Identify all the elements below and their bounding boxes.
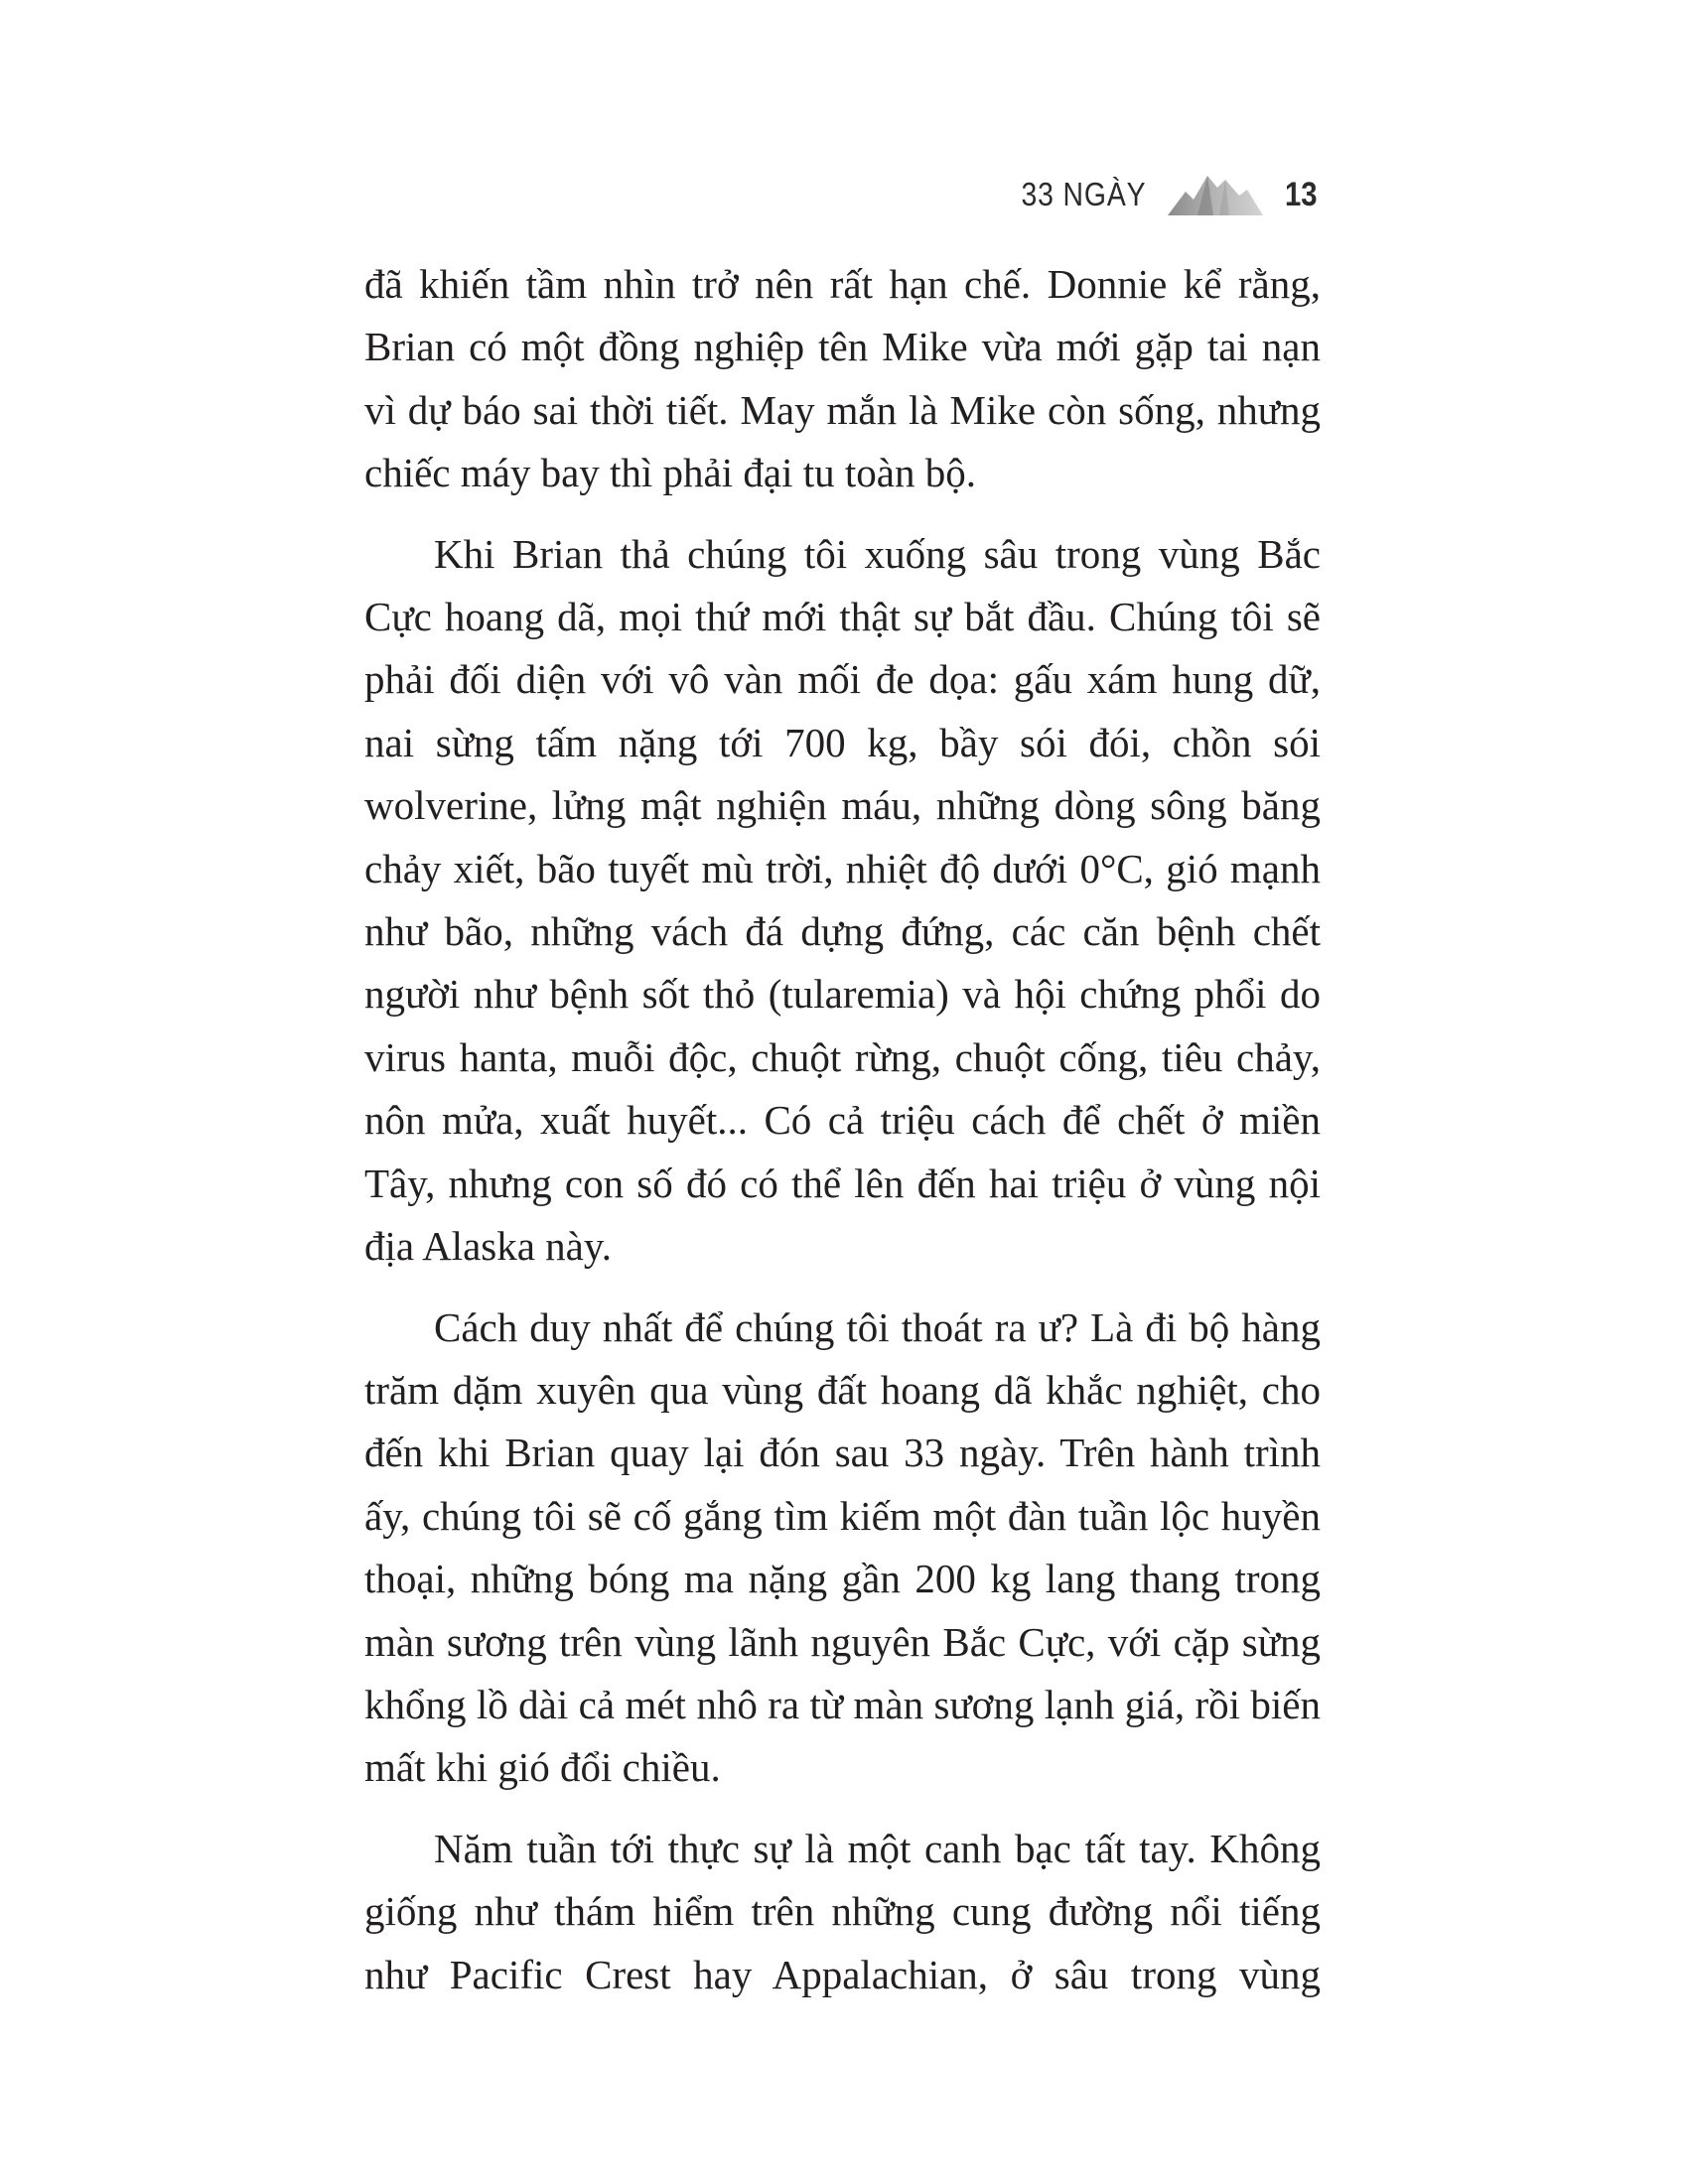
book-title: 33 NGÀY	[1021, 176, 1147, 212]
mountain-icon	[1168, 170, 1263, 219]
paragraph-2: Khi Brian thả chúng tôi xuống sâu trong vùng Bắc Cực hoang dã, mọi thứ mới thật sự bắt đầu. Chúng tôi sẽ phải đối diện với vô vàn mối đe dọa: gấu xám hung dữ, nai sừng tấm nặng tới 700 kg, bầy sói đói, chồn sói wolverine, lửng mật nghiện máu, những dòng sông băng chảy xiết, bão tuyết mù trời, nhiệt độ dưới 0°C, gió mạnh như bão, những vách đá dựng đứng, các căn bệnh chết người như bệnh sốt thỏ (tularemia) và hội chứng phổi do virus hanta, muỗi độc, chuột rừng, chuột cống, tiêu chảy, nôn mửa, xuất huyết... Có cả triệu cách để chết ở miền Tây, nhưng con số đó có thể lên đến hai triệu ở vùng nội địa Alaska này.	[364, 530, 1321, 1270]
page-number: 13	[1285, 175, 1318, 213]
body-text	[364, 253, 1321, 2024]
paragraph-1: đã khiến tầm nhìn trở nên rất hạn chế. Donnie kể rằng, Brian có một đồng nghiệp tên Mike vừa mới gặp tai nạn vì dự báo sai thời tiết. May mắn là Mike còn sống, nhưng chiếc máy bay thì phải đại tu toàn bộ.	[364, 261, 1321, 496]
paragraph-3: Cách duy nhất để chúng tôi thoát ra ư? Là đi bộ hàng trăm dặm xuyên qua vùng đất hoang dã khắc nghiệt, cho đến khi Brian quay lại đón sau 33 ngày. Trên hành trình ấy, chúng tôi sẽ cố gắng tìm kiếm một đàn tuần lộc huyền thoại, những bóng ma nặng gần 200 kg lang thang trong màn sương trên vùng lãnh nguyên Bắc Cực, với cặp sừng khổng lồ dài cả mét nhô ra từ màn sương lạnh giá, rồi biến mất khi gió đổi chiều.	[364, 1303, 1321, 1791]
paragraph-4: Năm tuần tới thực sự là một canh bạc tất tay. Không giống như thám hiểm trên những cung đường nổi tiếng như Pacific Crest hay Appalachian, ở sâu trong vùng	[364, 1825, 1321, 1997]
running-header	[1001, 167, 1323, 222]
